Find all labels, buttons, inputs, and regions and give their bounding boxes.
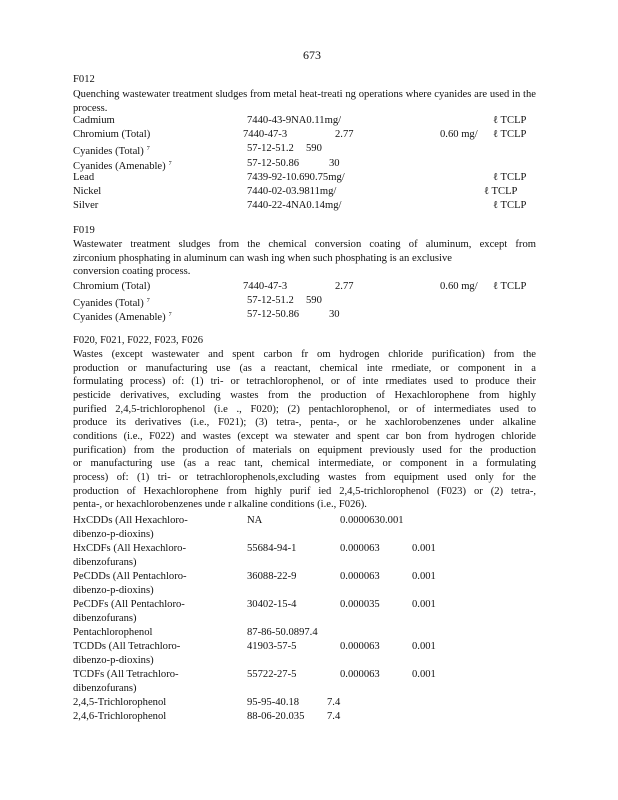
f020-description-line: purification) from the production of materials on equipment previously used for the production bbox=[73, 444, 536, 456]
f020-row-cas-number: 87-86-50.0897.4 bbox=[247, 627, 318, 638]
f020-row-name: HxCDFs (All Hexachloro- bbox=[73, 543, 186, 554]
f020-row-nonwastewater-std: 0.001 bbox=[412, 543, 436, 554]
f020-row-name: Pentachlorophenol bbox=[73, 627, 153, 638]
f020-description-line: production of Hexachlorophene from highly purif ied 2,4,5-trichlorophenol (F023) or (2) tetra-, bbox=[73, 485, 536, 497]
f019-row-name: Cyanides (Total) $^7$ bbox=[73, 298, 150, 310]
f020-row-cas-number: 55722-27-5 bbox=[247, 669, 297, 680]
f020-row-wastewater-std: 0.000063 bbox=[340, 571, 380, 582]
f012-row-nonwastewater-std: 0.60 mg/ bbox=[440, 129, 478, 141]
f020-description-line: Wastes (except wastewater and spent carbon fr om hydrogen chloride purification) from the bbox=[73, 349, 536, 360]
f020-description-line: or manufacturing use (as a reac tant, chemical intermediate, or component in a formulating bbox=[73, 458, 536, 470]
f020-row-nonwastewater-std: 0.001 bbox=[412, 669, 436, 680]
footnote-marker: 7 bbox=[146, 298, 150, 305]
f020-description-line: formulating process) of: (1) tri- or tetrachlorophenol, or of inte rmediates used to produce their bbox=[73, 376, 536, 388]
f012-row-tclp-note: ℓ TCLP bbox=[493, 115, 527, 126]
f020-row-cas-number: NA bbox=[247, 515, 263, 526]
f012-row-name: Nickel bbox=[73, 186, 102, 197]
f020-row-wastewater-std: 0.000063 bbox=[340, 543, 380, 554]
f012-row-cas-number: 7440-47-3 bbox=[243, 129, 288, 141]
f020-row-name-cont: dibenzofurans) bbox=[73, 682, 137, 694]
f019-row-tclp-note: ℓ TCLP bbox=[493, 281, 527, 292]
page-number: 673 bbox=[303, 48, 321, 62]
f020-row-cas-number: 41903-57-5 bbox=[247, 641, 297, 652]
f012-row-name: Silver bbox=[73, 200, 99, 212]
f020-row-name-cont: dibenzo-p-dioxins) bbox=[73, 584, 154, 596]
f020-description-line: pesticide derivatives, excluding wastes from the production of Hexachlorophene from highly bbox=[73, 389, 536, 401]
f020-row-wastewater-std: 7.4 bbox=[327, 711, 341, 722]
f012-row-tclp-note: ℓ TCLP bbox=[493, 129, 527, 141]
f020-row-nonwastewater-std: 0.001 bbox=[412, 571, 436, 582]
f020-row-wastewater-std: 0.0000630.001 bbox=[340, 515, 404, 526]
f020-row-name-cont: dibenzo-p-dioxins) bbox=[73, 654, 154, 666]
f020-row-wastewater-std: 7.4 bbox=[327, 697, 341, 708]
f012-row-wastewater-std: 2.77 bbox=[335, 129, 354, 141]
f012-row-cas-number: 7440-22-4NA0.14mg/ bbox=[247, 200, 342, 212]
f020-row-cas-number: 95-95-40.18 bbox=[247, 697, 300, 708]
f019-code: F019 bbox=[73, 225, 95, 236]
f020-row-name: TCDFs (All Tetrachloro- bbox=[73, 669, 179, 680]
f020-row-wastewater-std: 0.000063 bbox=[340, 641, 380, 652]
f012-row-cas-number: 7440-43-9NA0.11mg/ bbox=[247, 115, 342, 126]
f020-description-line: process) of: (1) tri- or tetrachlorophenols,excluding wastes from equipment used only for the bbox=[73, 471, 536, 483]
f020-row-cas-number: 36088-22-9 bbox=[247, 571, 297, 582]
f012-row-name: Lead bbox=[73, 171, 95, 183]
f019-row-wastewater-std: 30 bbox=[329, 309, 340, 321]
footnote-marker: 7 bbox=[168, 160, 172, 167]
f020-description-line: production or manufacturing use (as a reactant, chemical inte rmediate, or component in a bbox=[73, 362, 536, 374]
f012-row-name: Cyanides (Total) $^7$ bbox=[73, 146, 150, 158]
f019-row-wastewater-std: 2.77 bbox=[335, 281, 354, 292]
f012-row-cas-number: 57-12-51.2 bbox=[247, 143, 294, 155]
f012-row-cas-number: 7439-92-10.690.75mg/ bbox=[247, 171, 345, 183]
f020-row-cas-number: 55684-94-1 bbox=[247, 543, 297, 554]
f020-description-line: produce its derivatives (i.e., F021); (3) tetra-, penta-, or he xachlorobenzenes under alkaline bbox=[73, 417, 536, 429]
f019-row-name: Cyanides (Amenable) $^7$ bbox=[73, 312, 172, 324]
f019-row-name: Chromium (Total) bbox=[73, 281, 151, 292]
f020-row-name: PeCDFs (All Pentachloro- bbox=[73, 599, 185, 610]
f012-row-tclp-note: ℓ TCLP bbox=[484, 186, 518, 197]
f012-row-cas-number: 57-12-50.86 bbox=[247, 157, 300, 169]
f019-row-nonwastewater-std: 0.60 mg/ bbox=[440, 281, 478, 292]
f020-description-line: conditions (i.e., F022) and wastes (except wa stewater and spent car bon from hydrogen chloride bbox=[73, 430, 536, 442]
f020-row-name: 2,4,6-Trichlorophenol bbox=[73, 711, 167, 722]
f012-row-wastewater-std: 590 bbox=[306, 143, 322, 155]
f020-row-name-cont: dibenzo-p-dioxins) bbox=[73, 528, 154, 540]
f020-row-name: PeCDDs (All Pentachloro- bbox=[73, 571, 187, 582]
footnote-marker: 7 bbox=[146, 146, 150, 153]
f020-row-cas-number: 88-06-20.035 bbox=[247, 711, 305, 722]
f012-row-name: Cadmium bbox=[73, 115, 115, 126]
f019-row-cas-number: 57-12-51.2 bbox=[247, 295, 294, 307]
f020-row-name-cont: dibenzofurans) bbox=[73, 612, 137, 624]
f020-row-wastewater-std: 0.000035 bbox=[340, 599, 380, 610]
f012-row-name: Cyanides (Amenable) $^7$ bbox=[73, 160, 172, 172]
f012-row-name: Chromium (Total) bbox=[73, 129, 151, 141]
f020-row-nonwastewater-std: 0.001 bbox=[412, 599, 436, 610]
f019-description-line: conversion coating process. bbox=[73, 266, 191, 278]
f019-description-line: Wastewater treatment sludges from the chemical conversion coating of aluminum, except from bbox=[73, 239, 536, 250]
f020-description-line: purified 2,4,5-trichlorophenol (i.e ., F020); (2) pentachlorophenol, or of intermediates used to bbox=[73, 403, 536, 415]
f020-code: F020, F021, F022, F023, F026 bbox=[73, 335, 204, 346]
f019-row-cas-number: 57-12-50.86 bbox=[247, 309, 300, 321]
f019-row-cas-number: 7440-47-3 bbox=[243, 281, 288, 292]
f012-code: F012 bbox=[73, 74, 95, 85]
f020-row-name: TCDDs (All Tetrachloro- bbox=[73, 641, 181, 652]
f020-row-cas-number: 30402-15-4 bbox=[247, 599, 297, 610]
f020-description-line: penta-, or hexachlorobenzenes unde r alkaline conditions (i.e., F026). bbox=[73, 499, 367, 511]
f020-row-wastewater-std: 0.000063 bbox=[340, 669, 380, 680]
f020-row-nonwastewater-std: 0.001 bbox=[412, 641, 436, 652]
f020-row-name: 2,4,5-Trichlorophenol bbox=[73, 697, 167, 708]
f020-row-name: HxCDDs (All Hexachloro- bbox=[73, 515, 188, 526]
f019-row-wastewater-std: 590 bbox=[306, 295, 322, 307]
f012-description: Quenching wastewater treatment sludges from metal heat-treati ng operations where cyanides are used in the process. bbox=[73, 89, 536, 114]
f019-description-line: zirconium phosphating in aluminum can wash ing when such phosphating is an exclusive bbox=[73, 252, 452, 264]
f020-row-name-cont: dibenzofurans) bbox=[73, 556, 137, 568]
footnote-marker: 7 bbox=[168, 312, 172, 319]
f012-row-tclp-note: ℓ TCLP bbox=[493, 200, 527, 212]
f012-row-wastewater-std: 30 bbox=[329, 157, 340, 169]
f012-row-tclp-note: ℓ TCLP bbox=[493, 171, 527, 183]
f012-row-cas-number: 7440-02-03.9811mg/ bbox=[247, 186, 337, 197]
